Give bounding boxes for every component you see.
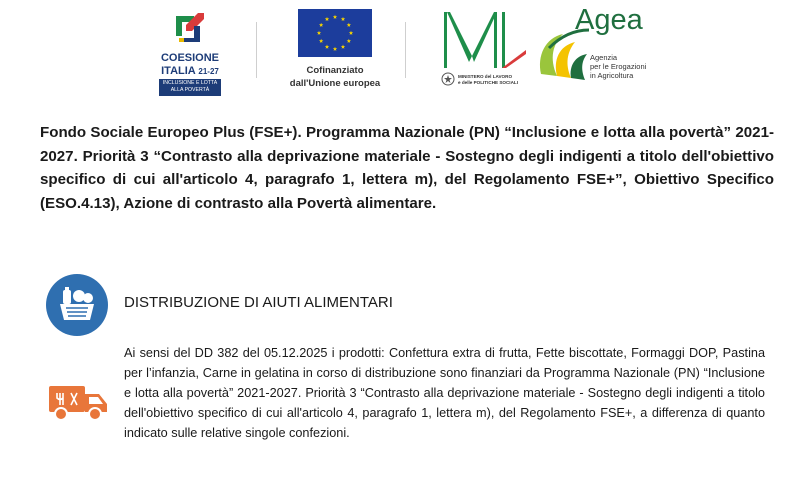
coesione-line1: COESIONE (160, 52, 220, 64)
coesione-band-line2: ALLA POVERTÀ (170, 87, 210, 93)
partner-logos-header (0, 0, 805, 100)
coesione-line2: ITALIA (161, 65, 196, 77)
section-title: DISTRIBUZIONE DI AIUTI ALIMENTARI (124, 294, 393, 311)
eu-cofinanced-logo (280, 8, 390, 94)
body-paragraph: Ai sensi del DD 382 del 05.12.2025 i prodotti: Confettura extra di frutta, Fette biscottate, Formaggi DOP, Pastina per l’infanzia, Carne in gelatina in corso di distribuzione sono finanziari da Programma Nazionale (PN) “Inclusione e lotta alla povertà” 2021-2027. Priorità 3 “Contrasto alla deprivazione materiale - Sostegno degli indigenti a titolo dell'obiettivo specifico di cui all'articolo 4, paragrafo 1, lettera m), del Regolamento FSE+, a differenza di quanto indicato sulle relative singole confezioni. (124, 346, 765, 440)
food-basket-icon (46, 274, 108, 336)
coesione-band-line1: INCLUSIONE E LOTTA (162, 80, 218, 86)
coesione-band (159, 79, 221, 96)
coesione-italia-logo (150, 8, 230, 96)
italian-emblem-icon (441, 72, 455, 86)
eu-caption-line1: Cofinanziato (306, 65, 364, 76)
agea-wordmark: Agea (575, 4, 643, 36)
logo-divider (405, 22, 406, 78)
delivery-truck-icon (49, 384, 109, 422)
eu-caption-line2: dall'Unione europea (289, 78, 381, 89)
agea-sub3: in Agricoltura (590, 71, 634, 80)
logo-divider (256, 22, 257, 78)
eu-flag-icon (298, 9, 372, 57)
ministero-caption-line2: e delle POLITICHE SOCIALI (458, 80, 518, 85)
ministero-ml-mark (438, 10, 528, 72)
intro-paragraph: Fondo Sociale Europeo Plus (FSE+). Programma Nazionale (PN) “Inclusione e lotta alla povertà” 2021-2027. Priorità 3 “Contrasto alla deprivazione materiale - Sostegno degli indigenti a titolo dell'obiettivo specifico di cui all'articolo 4, paragrafo 1, lettera m), del Regolamento FSE+”, Obiettivo Specifico (ESO.4.13), Azione di contrasto alla Povertà alimentare. (40, 124, 774, 212)
agea-logo (535, 6, 665, 96)
agea-sub1: Agenzia (590, 53, 618, 62)
ministero-lavoro-logo (438, 10, 528, 90)
coesione-years: 21-27 (198, 67, 219, 76)
agea-sub2: per le Erogazioni (590, 62, 647, 71)
coesione-arrow-mark (150, 8, 230, 50)
ministero-caption-line1: MINISTERO del LAVORO (458, 74, 513, 79)
